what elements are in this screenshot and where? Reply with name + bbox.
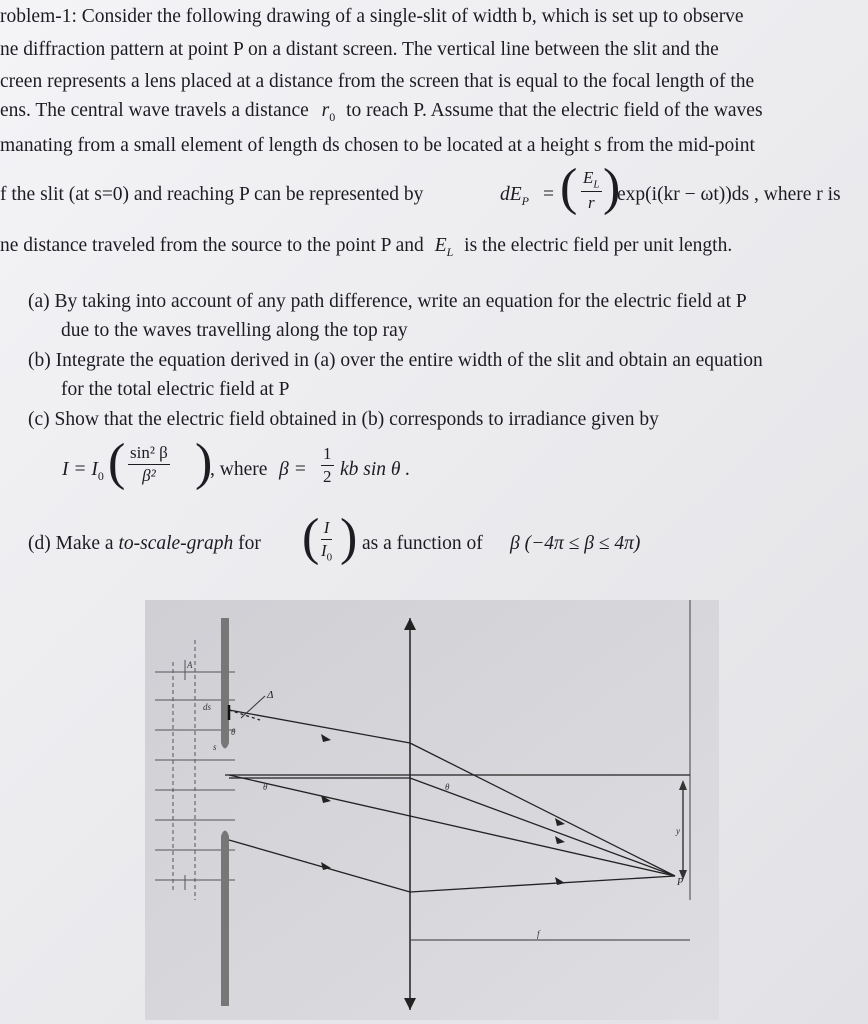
problem-line-4a: ens. The central wave travels a distance — [0, 100, 309, 121]
kb-sin-theta: kb sin θ . — [340, 459, 411, 480]
label-y: y — [676, 826, 680, 836]
label-P: P — [677, 877, 684, 888]
r0-symbol: $r_0$ — [321, 100, 336, 124]
part-b-text-1: Integrate the equation derived in (a) over the entire width of the slit and obtain an equation — [55, 350, 763, 371]
d-right-paren: ) — [340, 509, 358, 566]
label-delta: Δ — [267, 689, 274, 701]
part-d-label: (d) — [28, 533, 51, 554]
label-A: A — [187, 660, 193, 670]
half-fraction: $\frac{1}{2}$ — [323, 444, 332, 486]
diffraction-figure — [145, 600, 719, 1020]
label-s: s — [213, 742, 217, 752]
part-b-label: (b) — [28, 350, 51, 371]
label-theta-mid: θ — [263, 782, 268, 792]
part-d-text-2: for — [238, 533, 261, 554]
problem-line-1: roblem-1: Consider the following drawing of a single-slit of width b, which is set up to observe — [0, 6, 744, 27]
c-left-paren: ( — [108, 434, 126, 491]
figure-background — [145, 600, 719, 1020]
label-f: f — [537, 929, 540, 939]
dEp-symbol: $dE_P$ — [500, 184, 530, 208]
part-d-italic: to-scale-graph — [118, 533, 234, 554]
problem-line-6a: f the slit (at s=0) and reaching P can be represented by — [0, 184, 424, 205]
diffraction-diagram — [145, 600, 719, 1020]
right-paren: ) — [603, 159, 621, 216]
equals-sign: = — [543, 184, 554, 205]
label-theta-slit: θ — [231, 727, 236, 737]
left-paren: ( — [560, 159, 578, 216]
part-c-label: (c) — [28, 409, 50, 430]
sin2-over-beta2-fraction: $\frac{\text{sin² β}}{\text{β²}}$ — [130, 443, 168, 485]
problem-line-3: creen represents a lens placed at a distance from the screen that is equal to the focal length of the — [0, 71, 755, 92]
problem-line-2: ne diffraction pattern at point P on a distant screen. The vertical line between the slit and the — [0, 39, 719, 60]
problem-line-5: manating from a small element of length ds chosen to be located at a height s from the mid-point — [0, 135, 755, 156]
irradiance-lhs: $I = I_0$ — [62, 459, 104, 483]
part-d-text-3: as a function of — [362, 533, 483, 554]
where-text: , where — [210, 459, 268, 480]
part-d-text-1: Make a — [55, 533, 114, 554]
part-a-text-2: due to the waves travelling along the top ray — [61, 320, 408, 341]
part-c-text: Show that the electric field obtained in (b) corresponds to irradiance given by — [54, 409, 659, 430]
c-right-paren: ) — [195, 434, 213, 491]
part-a-text-1: By taking into account of any path difference, write an equation for the electric field at P — [54, 291, 747, 312]
problem-line-6b: exp(i(kr − ωt))ds , where r is — [617, 184, 841, 205]
label-theta-lens: θ — [445, 782, 450, 792]
part-b-text-2: for the total electric field at P — [61, 379, 290, 400]
beta-equals: β = — [279, 459, 307, 480]
problem-line-4b: to reach P. Assume that the electric field of the waves — [346, 100, 763, 121]
beta-range: β (−4π ≤ β ≤ 4π) — [510, 533, 641, 554]
d-left-paren: ( — [302, 509, 320, 566]
I-over-I0-fraction: $\frac{I}{I_0}$ — [321, 518, 333, 564]
label-ds: ds — [203, 702, 212, 712]
problem-line-4 — [0, 101, 763, 123]
part-a-label: (a) — [28, 291, 50, 312]
EL-over-r-fraction: $\frac{E_L}{r}$ — [583, 168, 600, 213]
problem-line-7: ne distance traveled from the source to the point P and $E_L$ is the electric field per unit length. — [0, 235, 733, 259]
